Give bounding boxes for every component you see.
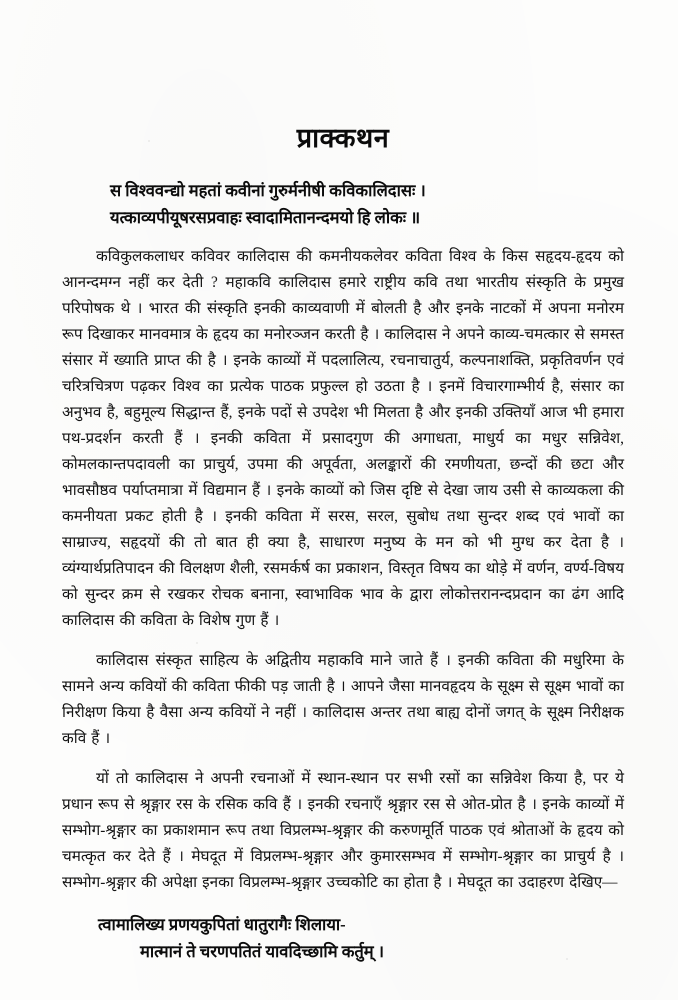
body-paragraph-3: यों तो कालिदास ने अपनी रचनाओं में स्थान-स्थान पर सभी रसों का सन्निवेश किया है, पर ये प्रधान रूप से श्रृङ्गार रस के रसिक कवि हैं । इनकी रचनाएँ श्रृङ्गार रस से ओत-प्रोत है । इनके काव्यों में सम्भोग-श्रृङ्गार का प्रकाशमान रूप तथा विप्रलम्भ-श्रृङ्गार की करुणमूर्ति पाठक एवं श्रोताओं के हृदय को चमत्कृत कर देते हैं । मेघदूत में विप्रलम्भ-श्रृङ्गार और कुमारसम्भव में सम्भोग-श्रृङ्गार का प्राचुर्य है । सम्भोग-श्रृङ्गार की अपेक्षा इनका विप्रलम्भ-श्रृङ्गार उच्चकोटि का होता है । मेघदूत का उदाहरण देखिए— [62,769,624,891]
opening-verse-line-2: यत्काव्यपीयूषरसप्रवाहः स्वादामितानन्दमयो हि लोकः ॥ [110,208,421,228]
body-paragraph-1: कविकुलकलाधर कविवर कालिदास की कमनीयकलेवर कविता विश्व के किस सहृदय-हृदय को आनन्दमग्न नहीं कर देती ? महाकवि कालिदास हमारे राष्ट्रीय कवि तथा भारतीय संस्कृति के प्रमुख परिपोषक थे । भारत की संस्कृति इनकी काव्यवाणी में बोलती है और इनके नाटकों में अपना मनोरम रूप दिखाकर मानवमात्र के हृदय का मनोरञ्जन करती है । कालिदास ने अपने काव्य-चमत्कार से समस्त संसार में ख्याति प्राप्त की है । इनके काव्यों में पदलालित्य, रचनाचातुर्य, कल्पनाशक्ति, प्रकृतिवर्णन एवं चरित्रचित्रण पढ़कर विश्व का प्रत्येक पाठक प्रफुल्ल हो उठता है । इनमें विचारगाम्भीर्य है, संसार का अनुभव है, बहुमूल्य सिद्धान्त हैं, इनके पदों से उपदेश भी मिलता है और इनकी उक्तियाँ आज भी हमारा पथ-प्रदर्शन करती हैं । इनकी कविता में प्रसादगुण की अगाधता, माधुर्य का मधुर सन्निवेश, कोमलकान्तपदावली का प्राचुर्य, उपमा की अपूर्वता, अलङ्कारों की रमणीयता, छन्दों की छटा और भावसौष्ठव पर्याप्तमात्रा में विद्यमान हैं । इनके काव्यों को जिस दृष्टि से देखा जाय उसी से काव्यकला की कमनीयता प्रकट होती है । इनकी कविता में सरस, सरल, सुबोध तथा सुन्दर शब्द एवं भावों का साम्राज्य, सहृदयों की तो बात ही क्या है, साधारण मनुष्य के मन को भी मुग्ध कर देता है । व्यंग्यार्थप्रतिपादन की विलक्षण शैली, रसमर्कर्ष का प्रकाशन, विस्तृत विषय का थोड़े में वर्णन, वर्ण्य-विषय को सुन्दर क्रम से रखकर रोचक बनाना, स्वाभाविक भाव के द्वारा लोकोत्तरानन्दप्रदान का ढंग आदि कालिदास की कविता के विशेष गुण हैं । [62,247,624,629]
page-content [62,124,624,965]
opening-sanskrit-verse [62,178,624,231]
page-title: प्राक्कथन [296,123,390,153]
closing-quote-line-2: मात्मानं ते चरणपतितं यावदिच्छामि कर्तुम् । [140,941,385,961]
body-paragraph-2: कालिदास संस्कृत साहित्य के अद्वितीय महाकवि माने जाते हैं । इनकी कविता की मधुरिमा के सामने अन्य कवियों की कविता फीकी पड़ जाती है । आपने जैसा मानवहृदय के सूक्ष्म से सूक्ष्म भावों का निरीक्षण किया है वैसा अन्य कवियों ने नहीं । कालिदास अन्तर तथा बाह्य दोनों जगत् के सूक्ष्म निरीक्षक कवि हैं । [62,651,624,747]
opening-verse-line-1: स विश्ववन्द्यो महतां कवीनां गुरुर्मनीषी कविकालिदासः । [110,181,426,201]
closing-quote-line-1: त्वामालिख्य प्रणयकुपितां धातुरागैः शिलाया- [98,914,346,934]
closing-sanskrit-quote [62,912,624,965]
